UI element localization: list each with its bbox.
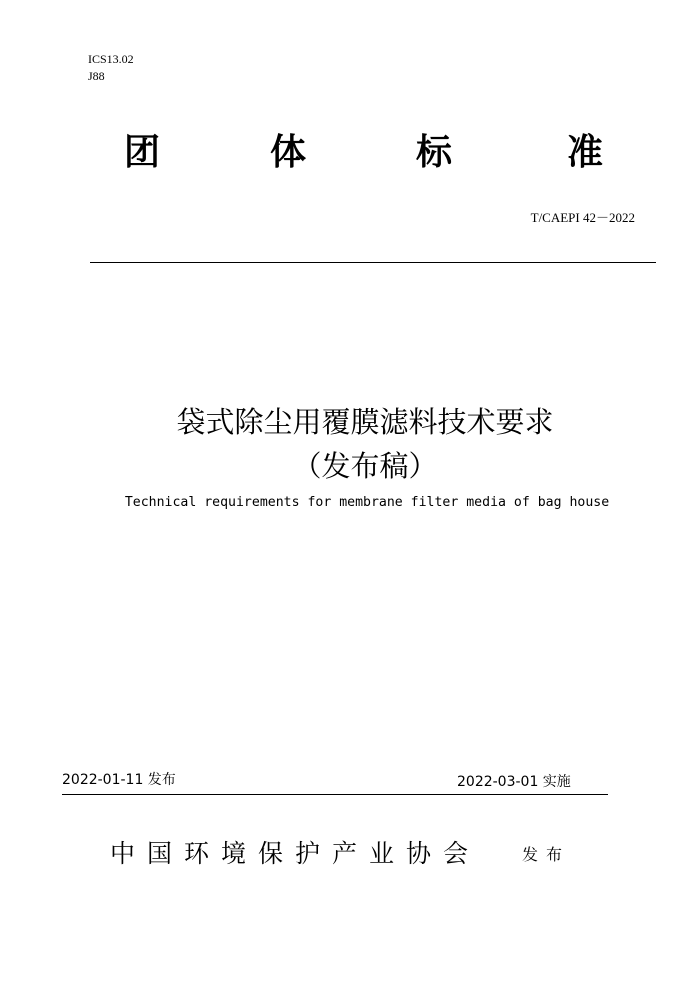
bottom-divider	[62, 794, 608, 795]
title-status: （发布稿）	[292, 449, 438, 483]
issue-date: 2022-01-11 发布	[62, 772, 176, 788]
ics-code: ICS13.02	[88, 52, 134, 66]
title-chinese: 袋式除尘用覆膜滤料技术要求	[176, 405, 554, 439]
publisher-action: 发布	[522, 845, 571, 864]
standard-type-char-4: 准	[567, 132, 604, 173]
implementation-date: 2022-03-01 实施	[457, 774, 571, 790]
standard-type-char-3: 标	[416, 132, 453, 173]
standard-number: T/CAEPI 42－2022	[530, 210, 635, 225]
title-english: Technical requirements for membrane filter media of bag house	[124, 495, 610, 510]
publisher-organization: 中国环境保护产业协会	[110, 839, 481, 868]
ccs-code: J88	[88, 69, 105, 83]
top-divider	[90, 262, 656, 263]
standard-type-char-2: 体	[270, 132, 307, 173]
standard-type-char-1: 团	[124, 132, 161, 173]
